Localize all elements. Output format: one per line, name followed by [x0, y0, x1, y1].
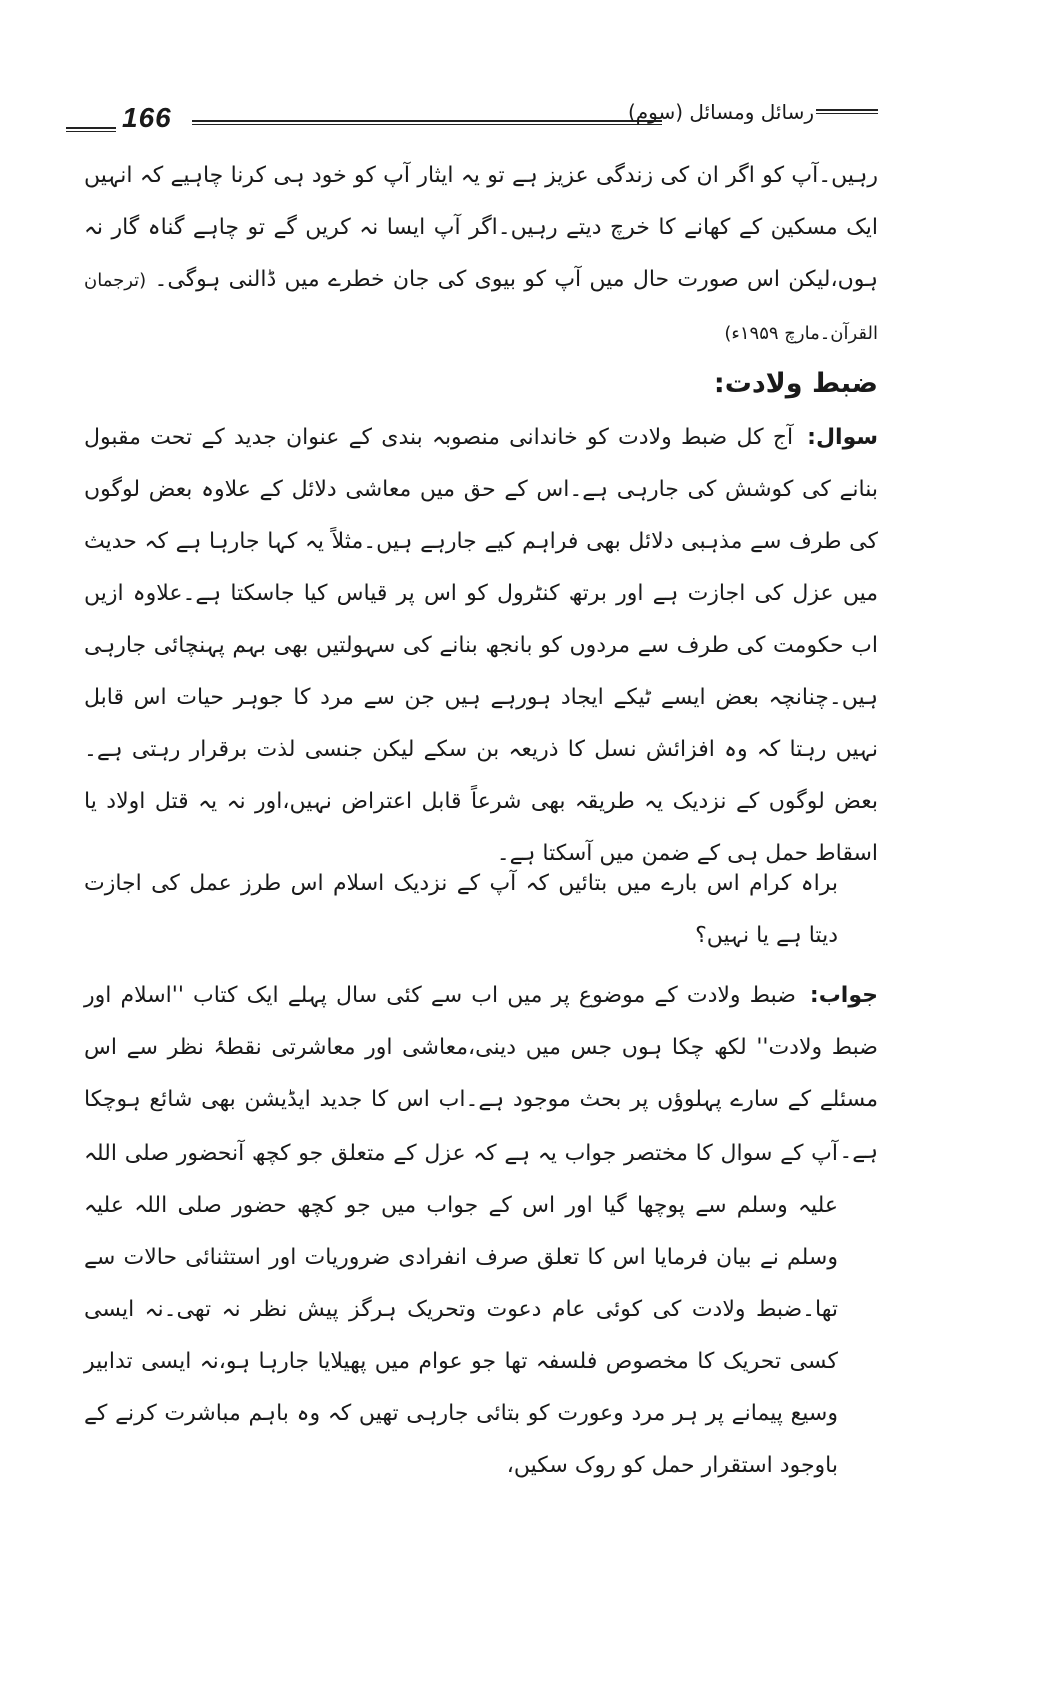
section-heading: ضبط ولادت:	[713, 368, 878, 399]
intro-text: رہیں۔آپ کو اگر ان کی زندگی عزیز ہے تو یہ ایثار آپ کو خود ہی کرنا چاہیے کہ انہیں ایک مسکین کے کھانے کا خرچ دیتے رہیں۔اگر آپ ایسا نہ کریں گے تو چاہے گناہ گار نہ ہوں،لیکن اس صورت حال میں آپ کو بیوی کی جان خطرے میں ڈالنی ہوگی۔	[84, 163, 879, 292]
question-request	[84, 858, 878, 962]
header-rule	[66, 131, 116, 132]
header-rule	[66, 127, 116, 129]
page-number: 166	[122, 102, 172, 133]
question-request-text: براہ کرام اس بارے میں بتائیں کہ آپ کے نزدیک اسلام اس طرز عمل کی اجازت دیتا ہے یا نہیں؟	[84, 871, 838, 948]
header-rule	[192, 124, 662, 125]
header-rule	[816, 113, 878, 114]
header-rule	[192, 120, 662, 122]
intro-paragraph	[84, 150, 878, 360]
answer-text: ضبط ولادت کے موضوع پر میں اب سے کئی سال پہلے ایک کتاب ''اسلام اور ضبط ولادت'' لکھ چکا ہوں جس میں دینی،معاشی اور معاشرتی نقطۂ نظر سے اس مسئلے کے سارے پہلوؤں پر بحث موجود ہے۔اب اس کا جدید ایڈیشن بھی شائع ہوچکا ہے۔	[84, 983, 878, 1164]
question-paragraph	[84, 412, 878, 880]
question-label: سوال:	[807, 425, 878, 450]
running-header	[66, 100, 878, 133]
running-title: رسائل ومسائل (سوم)	[627, 100, 814, 124]
header-rule	[816, 109, 878, 111]
source-citation: (ترجمان القرآن۔مارچ ۱۹۵۹ء)	[84, 270, 878, 344]
answer-label: جواب:	[809, 983, 878, 1008]
answer-text-2: آپ کے سوال کا مختصر جواب یہ ہے کہ عزل کے متعلق جو کچھ آنحضور صلی اللہ علیہ وسلم سے پوچھا گیا اور اس کے جواب میں جو کچھ حضور صلی اللہ علیہ وسلم نے بیان فرمایا اس کا تعلق صرف انفرادی ضروریات اور استثنائی حالات سے تھا۔ضبط ولادت کی کوئی عام دعوت وتحریک ہرگز پیش نظر نہ تھی۔نہ ایسی کسی تحریک کا مخصوص فلسفہ تھا جو عوام میں پھیلایا جارہا ہو،نہ ایسی تدابیر وسیع پیمانے پر ہر مرد وعورت کو بتائی جارہی تھیں کہ وہ باہم مباشرت کرنے کے باوجود استقرار حمل کو روک سکیں،	[84, 1141, 838, 1478]
answer-paragraph-2	[84, 1128, 878, 1492]
question-text: آج کل ضبط ولادت کو خاندانی منصوبہ بندی کے عنوان جدید کے تحت مقبول بنانے کی کوشش کی جارہی ہے۔اس کے حق میں معاشی دلائل کے علاوہ بعض لوگوں کی طرف سے مذہبی دلائل بھی فراہم کیے جارہے ہیں۔مثلاً یہ کہا جارہا ہے کہ حدیث میں عزل کی اجازت ہے اور برتھ کنٹرول کو اس پر قیاس کیا جاسکتا ہے۔علاوہ ازیں اب حکومت کی طرف سے مردوں کو بانجھ بنانے کی سہولتیں بھی بہم پہنچائی جارہی ہیں۔چنانچہ بعض ایسے ٹیکے ایجاد ہورہے ہیں جن سے مرد کا جوہر حیات اس قابل نہیں رہتا کہ وہ افزائش نسل کا ذریعہ بن سکے لیکن جنسی لذت برقرار رہتی ہے۔بعض لوگوں کے نزدیک یہ طریقہ بھی شرعاً قابل اعتراض نہیں،اور نہ یہ قتل اولاد یا اسقاط حمل ہی کے ضمن میں آسکتا ہے۔	[84, 425, 878, 866]
